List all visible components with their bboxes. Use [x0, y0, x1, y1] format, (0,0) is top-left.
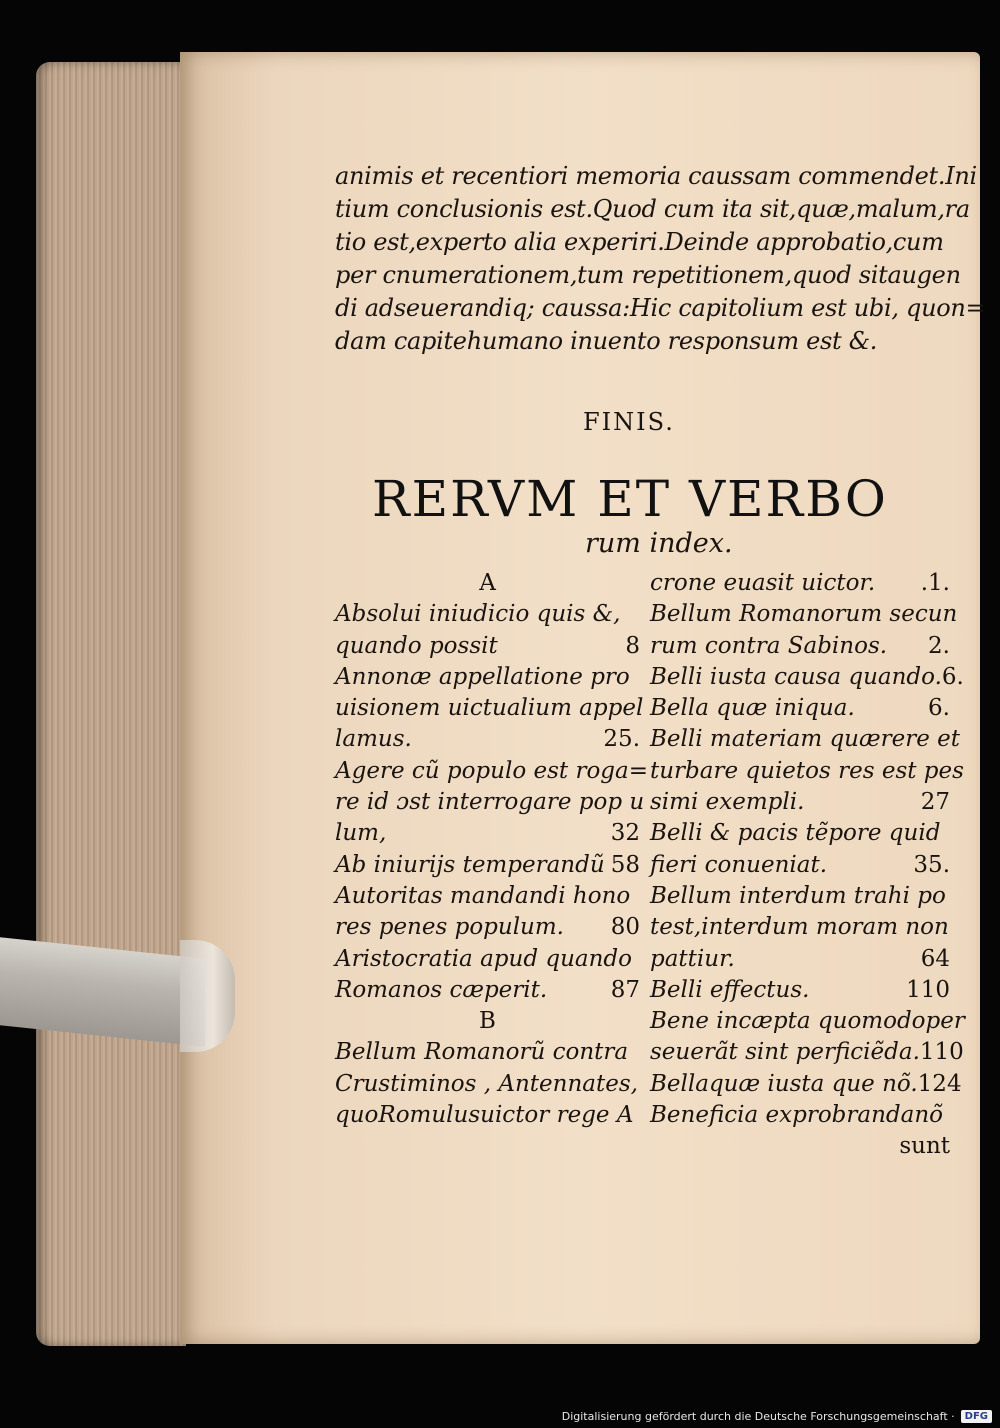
index-entry-page: 27 [920, 789, 950, 816]
index-entry-text: Bellum interdum trahi po [650, 882, 946, 909]
index-entry-text: pattiur. [650, 945, 735, 972]
index-entry [650, 1037, 964, 1068]
index-subtitle: rum index. [585, 528, 733, 559]
index-entry [335, 944, 640, 975]
index-entry-text: Belli iusta causa quando. [650, 663, 942, 690]
index-title: RERVM ET VERBO [372, 470, 888, 528]
index-entry-page: 32 [610, 820, 640, 847]
index-entry [650, 568, 950, 599]
index-entry-text: Autoritas mandandi hono [335, 882, 631, 909]
index-entry-text: Beneficia exprobrandanõ [650, 1102, 944, 1129]
index-entry-text: Belli effectus. [650, 976, 810, 1003]
index-entry [650, 662, 964, 693]
index-entry-text: res penes populum. [335, 914, 564, 941]
dfg-logo: DFG [961, 1410, 992, 1423]
index-entry-text: quoRomulusuictor rege A [335, 1102, 634, 1129]
index-entry-text: Bella quæ iniqua. [650, 695, 855, 722]
index-entry-text: Belli & pacis tẽpore quid [650, 820, 941, 847]
index-entry [335, 850, 640, 881]
index-entry [650, 1131, 950, 1162]
paragraph-line: animis et recentiori memoria caussam commendet.Ini [335, 162, 977, 190]
index-entry-page: 2. [928, 632, 950, 659]
index-entry [650, 693, 950, 724]
index-entry-text: Bellum Romanorũ contra [335, 1039, 629, 1066]
index-entry [650, 599, 958, 630]
paragraph-line: tium conclusionis est.Quod cum ita sit,quæ,malum,ra [335, 195, 970, 223]
index-entry-page: 87 [610, 976, 640, 1003]
index-entry-text: quando possit [335, 632, 498, 659]
index-entry [335, 787, 645, 818]
index-entry-page: 6. [928, 695, 950, 722]
index-entry [335, 912, 640, 943]
section-letter-b: B [479, 1008, 496, 1035]
index-entry-page: 58 [610, 851, 640, 878]
index-entry-text: lum, [335, 820, 387, 847]
index-entry [335, 881, 640, 912]
index-entry [650, 631, 950, 662]
paragraph-line: di adseuerandiq; caussa:Hic capitolium est ubi, quon= [335, 294, 986, 322]
index-entry [335, 818, 640, 849]
index-entry-text: Belli materiam quærere et [650, 726, 960, 753]
paragraph-line: per cnumerationem,tum repetitionem,quod sitaugen [335, 261, 961, 289]
index-entry-text: re id ɔst interrogare pop u [335, 789, 645, 816]
index-entry-text: rum contra Sabinos. [650, 632, 888, 659]
index-entry-page: 80 [610, 914, 640, 941]
index-entry [650, 756, 964, 787]
index-entry-page: 110 [919, 1039, 964, 1066]
index-entry [650, 1069, 962, 1100]
index-entry-text: simi exempli. [650, 789, 805, 816]
index-entry [335, 756, 649, 787]
index-entry [335, 1100, 640, 1131]
paragraph-line: dam capitehumano inuento responsum est &. [335, 327, 878, 355]
index-entry [335, 724, 640, 755]
index-entry [335, 662, 640, 693]
index-entry [650, 1006, 965, 1037]
index-entry-text: fieri conueniat. [650, 851, 828, 878]
index-entry [650, 818, 950, 849]
index-entry [335, 1037, 640, 1068]
bookmark-strip [0, 937, 205, 1047]
bookmark-clip-end [180, 940, 235, 1052]
paragraph-line: tio est,experto alia experiri.Deinde approbatio,cum [335, 228, 944, 256]
index-entry [650, 912, 950, 943]
index-entry [335, 599, 640, 630]
index-entry-text: Bene incæpta quomodoper [650, 1008, 965, 1035]
index-entry-text: test,interdum moram non [650, 914, 949, 941]
index-entry-text: Aristocratia apud quando [335, 945, 632, 972]
section-letter-a: A [479, 570, 496, 596]
index-entry [650, 944, 950, 975]
index-entry-text: Annonæ appellatione pro [335, 663, 630, 690]
index-entry-page: sunt [899, 1133, 950, 1160]
book-page-edges [36, 62, 186, 1346]
index-entry-text: seuerãt sint perficiẽda. [650, 1039, 920, 1066]
index-entry-text: Bellum Romanorum secun [650, 601, 958, 628]
index-entry-page: 110 [906, 976, 950, 1003]
finis-heading: FINIS. [583, 408, 675, 436]
index-left-column [335, 568, 649, 1131]
index-entry-page: 35. [913, 851, 950, 878]
digitization-footer [562, 1406, 992, 1426]
index-entry-page: 64 [920, 945, 950, 972]
index-entry-page: 25. [603, 726, 640, 753]
index-entry [335, 1069, 640, 1100]
index-entry [650, 850, 950, 881]
index-right-column [650, 568, 965, 1163]
index-entry-text: Bellaquæ iusta que nõ. [650, 1070, 918, 1097]
index-entry-page: 6. [941, 663, 964, 690]
bookmark-clip [0, 940, 235, 1052]
index-entry-text: Crustiminos , Antennates, [335, 1070, 638, 1097]
index-entry-text: Absolui iniudicio quis &, [335, 601, 621, 628]
index-entry-page: 8 [625, 632, 640, 659]
index-entry-text: lamus. [335, 726, 412, 753]
index-entry [335, 975, 640, 1006]
index-entry-text: uisionem uictualium appel [335, 695, 644, 722]
index-entry-text: turbare quietos res est pes [650, 757, 964, 784]
index-entry [650, 975, 950, 1006]
index-entry [650, 881, 950, 912]
index-entry [335, 631, 640, 662]
index-entry-text: Ab iniurijs temperandũ [335, 851, 605, 878]
index-entry-text: Romanos cæperit. [335, 976, 548, 1003]
index-entry [650, 1100, 950, 1131]
index-entry-text: crone euasit uictor. [650, 570, 876, 596]
index-entry-text: Agere cũ populo est roga= [335, 757, 649, 784]
index-entry-page: 124 [917, 1070, 962, 1097]
body-paragraph [335, 160, 986, 358]
footer-credit: Digitalisierung gefördert durch die Deutsche Forschungsgemeinschaft · [561, 1409, 955, 1423]
index-entry [650, 787, 950, 818]
index-entry-page: .1. [920, 570, 950, 596]
index-entry [650, 724, 960, 755]
index-entry [335, 693, 644, 724]
